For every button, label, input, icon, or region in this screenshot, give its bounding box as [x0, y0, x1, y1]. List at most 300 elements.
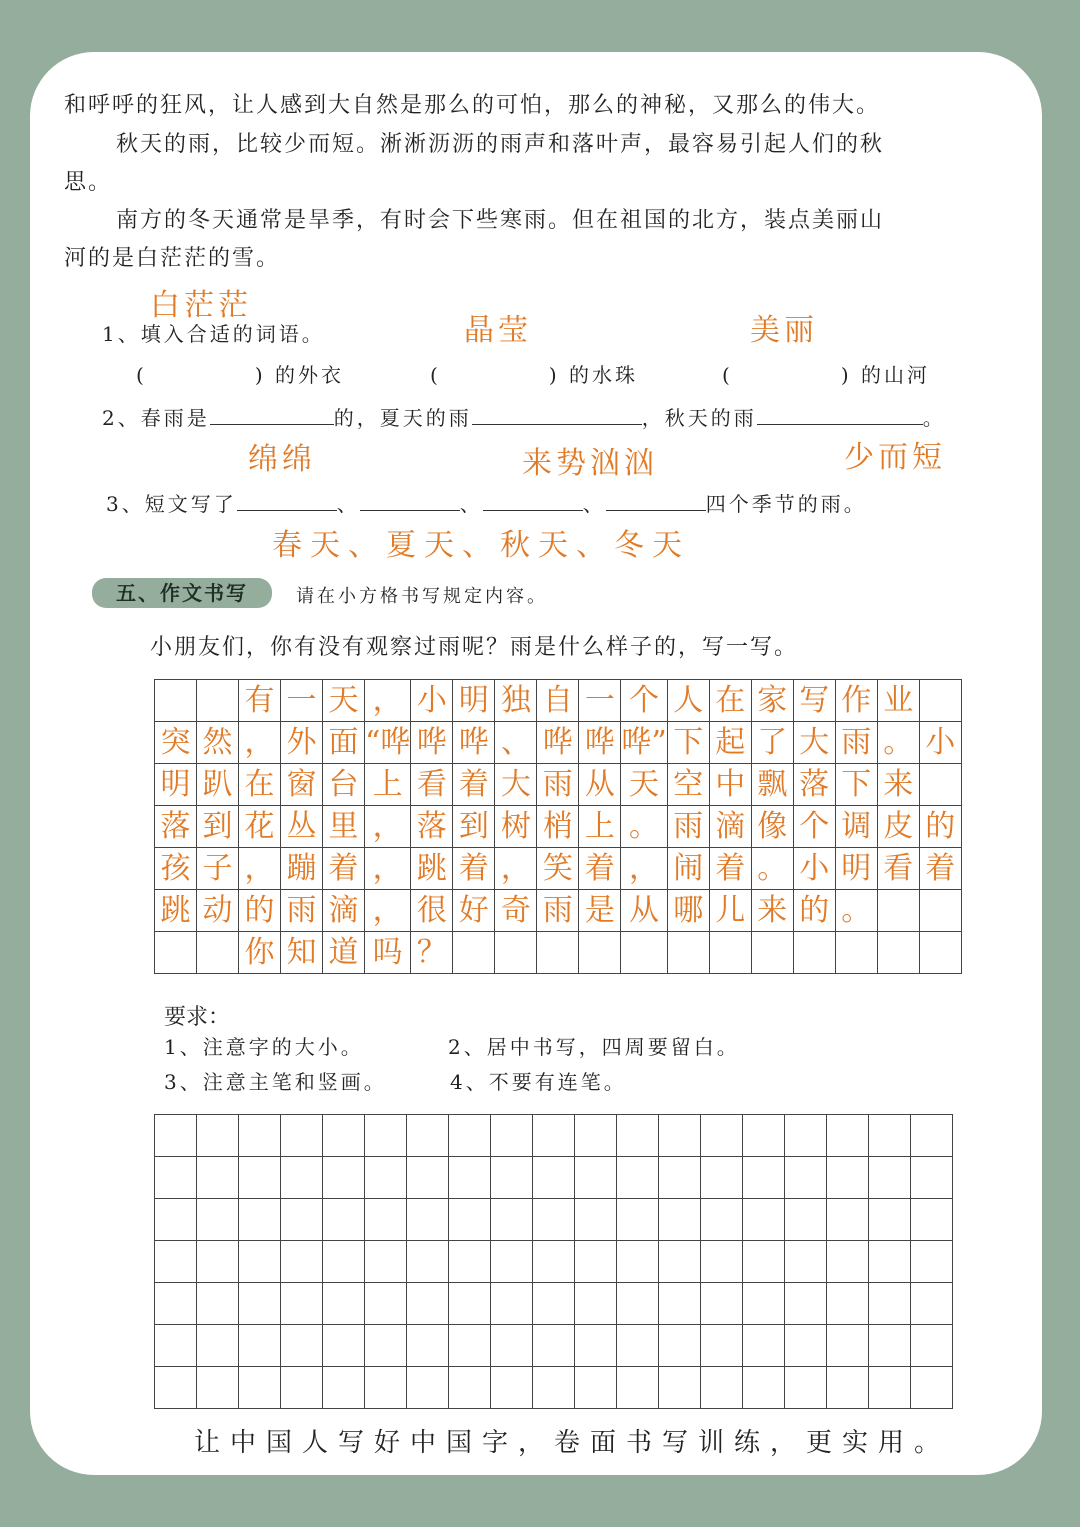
- empty-grid-cell[interactable]: [281, 1241, 323, 1283]
- passage-line-3: 思。: [64, 170, 113, 195]
- grid-cell: 雨: [281, 890, 323, 932]
- q3-sep-1: 、: [336, 492, 360, 516]
- grid-cell: 的: [919, 806, 961, 848]
- grid-cell: 着: [919, 848, 961, 890]
- q3-blank-1: [237, 492, 337, 511]
- grid-cell: 调: [835, 806, 877, 848]
- grid-cell: 着: [453, 848, 495, 890]
- grid-cell: [919, 680, 961, 722]
- empty-grid-cell[interactable]: [323, 1199, 365, 1241]
- close-paren-glyph: ): [254, 363, 266, 387]
- empty-grid-cell[interactable]: [617, 1325, 659, 1367]
- grid-cell: 很: [411, 890, 453, 932]
- empty-grid-cell[interactable]: [197, 1325, 239, 1367]
- empty-grid-cell[interactable]: [575, 1157, 617, 1199]
- empty-grid-cell[interactable]: [701, 1199, 743, 1241]
- requirement-2: 2、居中书写，四周要留白。: [448, 1035, 740, 1059]
- empty-grid-cell[interactable]: [659, 1115, 701, 1157]
- empty-grid-cell[interactable]: [449, 1199, 491, 1241]
- grid-cell: ，: [365, 848, 411, 890]
- empty-grid-cell[interactable]: [323, 1283, 365, 1325]
- grid-cell: 落: [411, 806, 453, 848]
- grid-cell: 中: [709, 764, 751, 806]
- grid-cell: 。: [877, 722, 919, 764]
- grid-cell: 来: [751, 890, 793, 932]
- q3-blank-3: [483, 492, 583, 511]
- grid-cell: 上: [579, 806, 621, 848]
- grid-cell: [155, 680, 197, 722]
- grid-cell: 着: [709, 848, 751, 890]
- grid-row: [155, 1157, 953, 1199]
- grid-cell: ，: [621, 848, 667, 890]
- empty-grid-cell[interactable]: [827, 1241, 869, 1283]
- grid-cell: 、: [495, 722, 537, 764]
- empty-grid-cell[interactable]: [365, 1115, 407, 1157]
- empty-grid-cell[interactable]: [911, 1283, 953, 1325]
- empty-grid-cell[interactable]: [365, 1283, 407, 1325]
- grid-cell: 天: [323, 680, 365, 722]
- grid-cell: 雨: [835, 722, 877, 764]
- grid-cell: 的: [239, 890, 281, 932]
- empty-grid-cell[interactable]: [659, 1241, 701, 1283]
- q2-answer-1: 绵绵: [248, 442, 316, 477]
- grid-cell: 飘: [751, 764, 793, 806]
- empty-grid-cell[interactable]: [407, 1115, 449, 1157]
- grid-cell: 在: [709, 680, 751, 722]
- grid-cell: 写: [793, 680, 835, 722]
- grid-cell: 子: [197, 848, 239, 890]
- empty-grid-cell[interactable]: [491, 1367, 533, 1409]
- section-badge: 五、作文书写: [92, 578, 272, 608]
- grid-cell: 你: [239, 932, 281, 974]
- empty-grid-cell[interactable]: [407, 1199, 449, 1241]
- close-paren-glyph: ): [548, 363, 560, 387]
- empty-grid-cell[interactable]: [449, 1157, 491, 1199]
- grid-cell: ，: [239, 848, 281, 890]
- grid-cell: [155, 932, 197, 974]
- empty-grid-cell[interactable]: [827, 1283, 869, 1325]
- grid-cell: 里: [323, 806, 365, 848]
- empty-grid-cell[interactable]: [239, 1283, 281, 1325]
- requirement-4: 4、不要有连笔。: [450, 1070, 627, 1094]
- empty-grid-cell[interactable]: [281, 1115, 323, 1157]
- empty-grid-cell[interactable]: [449, 1241, 491, 1283]
- grid-cell: 闹: [667, 848, 709, 890]
- empty-grid-cell[interactable]: [785, 1367, 827, 1409]
- grid-cell: 从: [579, 764, 621, 806]
- empty-grid-cell[interactable]: [533, 1115, 575, 1157]
- empty-grid-cell[interactable]: [659, 1157, 701, 1199]
- grid-cell: 哗”: [621, 722, 667, 764]
- grid-cell: 台: [323, 764, 365, 806]
- empty-grid-cell[interactable]: [407, 1157, 449, 1199]
- empty-grid-cell[interactable]: [659, 1283, 701, 1325]
- q1-answer-2: 晶莹: [464, 313, 532, 348]
- empty-grid-cell[interactable]: [827, 1367, 869, 1409]
- grid-cell: 个: [793, 806, 835, 848]
- empty-grid-cell[interactable]: [827, 1157, 869, 1199]
- empty-grid-cell[interactable]: [281, 1199, 323, 1241]
- empty-grid-cell[interactable]: [239, 1325, 281, 1367]
- grid-cell: 一: [579, 680, 621, 722]
- empty-grid-cell[interactable]: [575, 1115, 617, 1157]
- empty-grid-cell[interactable]: [197, 1199, 239, 1241]
- empty-grid-cell[interactable]: [701, 1283, 743, 1325]
- grid-cell: [877, 932, 919, 974]
- grid-cell: 。: [621, 806, 667, 848]
- empty-grid-cell[interactable]: [239, 1157, 281, 1199]
- empty-grid-cell[interactable]: [407, 1241, 449, 1283]
- grid-cell: 吗: [365, 932, 411, 974]
- empty-grid-cell[interactable]: [155, 1157, 197, 1199]
- empty-grid-cell[interactable]: [785, 1199, 827, 1241]
- empty-grid-cell[interactable]: [785, 1115, 827, 1157]
- empty-grid-cell[interactable]: [911, 1157, 953, 1199]
- q2-part-2: 的，夏天的雨: [333, 406, 472, 430]
- grid-cell: 下: [835, 764, 877, 806]
- empty-grid-cell[interactable]: [911, 1115, 953, 1157]
- empty-grid-cell[interactable]: [827, 1325, 869, 1367]
- grid-cell: 是: [579, 890, 621, 932]
- grid-cell: 家: [751, 680, 793, 722]
- grid-cell: 一: [281, 680, 323, 722]
- close-paren-glyph: ): [840, 363, 852, 387]
- empty-grid-cell[interactable]: [617, 1157, 659, 1199]
- empty-grid-cell[interactable]: [533, 1199, 575, 1241]
- grid-cell: 窗: [281, 764, 323, 806]
- grid-row: [155, 680, 962, 722]
- empty-grid-cell[interactable]: [533, 1367, 575, 1409]
- empty-grid-cell[interactable]: [281, 1283, 323, 1325]
- empty-grid-cell[interactable]: [617, 1115, 659, 1157]
- q2-answer-3: 少而短: [844, 440, 946, 475]
- grid-cell: 滴: [323, 890, 365, 932]
- grid-cell: 雨: [667, 806, 709, 848]
- grid-cell: 独: [495, 680, 537, 722]
- grid-cell: [495, 932, 537, 974]
- q1-blank-1: [136, 359, 344, 388]
- empty-grid-cell[interactable]: [743, 1283, 785, 1325]
- empty-grid-cell[interactable]: [617, 1283, 659, 1325]
- grid-cell: [709, 932, 751, 974]
- grid-cell: 树: [495, 806, 537, 848]
- empty-grid-cell[interactable]: [365, 1325, 407, 1367]
- grid-cell: 着: [323, 848, 365, 890]
- q1-answer-3: 美丽: [750, 313, 818, 348]
- empty-grid-cell[interactable]: [365, 1241, 407, 1283]
- grid-cell: 明: [155, 764, 197, 806]
- grid-cell: [751, 932, 793, 974]
- grid-row: [155, 932, 962, 974]
- grid-cell: 业: [877, 680, 919, 722]
- empty-grid-cell[interactable]: [575, 1367, 617, 1409]
- empty-grid-cell[interactable]: [239, 1367, 281, 1409]
- empty-grid-cell[interactable]: [281, 1325, 323, 1367]
- grid-cell: 天: [621, 764, 667, 806]
- grid-row: [155, 1325, 953, 1367]
- empty-grid-cell[interactable]: [743, 1199, 785, 1241]
- footer-slogan: 让中国人写好中国字，卷面书写训练，更实用。: [194, 1428, 951, 1458]
- passage-line-4: 南方的冬天通常是旱季，有时会下些寒雨。但在祖国的北方，装点美丽山: [116, 208, 885, 233]
- grid-row: [155, 764, 962, 806]
- grid-cell: 笑: [537, 848, 579, 890]
- writing-prompt: 小朋友们，你有没有观察过雨呢？雨是什么样子的，写一写。: [150, 635, 799, 660]
- grid-cell: 有: [239, 680, 281, 722]
- grid-row: [155, 1199, 953, 1241]
- grid-cell: 看: [411, 764, 453, 806]
- empty-grid-cell[interactable]: [701, 1241, 743, 1283]
- empty-grid-cell[interactable]: [701, 1367, 743, 1409]
- grid-cell: 好: [453, 890, 495, 932]
- grid-cell: ，: [239, 722, 281, 764]
- grid-cell: 花: [239, 806, 281, 848]
- grid-cell: [919, 890, 961, 932]
- grid-cell: 空: [667, 764, 709, 806]
- empty-grid-cell[interactable]: [491, 1325, 533, 1367]
- empty-grid-cell[interactable]: [743, 1115, 785, 1157]
- empty-grid-cell[interactable]: [659, 1325, 701, 1367]
- grid-row: [155, 1283, 953, 1325]
- grid-cell: 着: [579, 848, 621, 890]
- empty-grid-cell[interactable]: [743, 1367, 785, 1409]
- grid-cell: 道: [323, 932, 365, 974]
- empty-grid-cell[interactable]: [197, 1157, 239, 1199]
- grid-cell: 哪: [667, 890, 709, 932]
- empty-grid-cell[interactable]: [491, 1283, 533, 1325]
- empty-grid-cell[interactable]: [743, 1325, 785, 1367]
- empty-grid-cell[interactable]: [869, 1115, 911, 1157]
- q2-part-1: 2、春雨是: [102, 406, 210, 430]
- empty-grid-cell[interactable]: [659, 1199, 701, 1241]
- empty-grid-cell[interactable]: [785, 1241, 827, 1283]
- open-paren-glyph: (: [430, 363, 441, 387]
- grid-cell: [197, 932, 239, 974]
- empty-grid-cell[interactable]: [197, 1367, 239, 1409]
- grid-cell: [835, 932, 877, 974]
- empty-grid-cell[interactable]: [743, 1241, 785, 1283]
- empty-grid-cell[interactable]: [617, 1241, 659, 1283]
- grid-cell: 明: [835, 848, 877, 890]
- grid-cell: ，: [365, 680, 411, 722]
- empty-grid-cell[interactable]: [869, 1157, 911, 1199]
- q1-blank-2: [430, 359, 638, 388]
- empty-grid-cell[interactable]: [155, 1241, 197, 1283]
- empty-grid-cell[interactable]: [575, 1241, 617, 1283]
- requirement-1: 1、注意字的大小。: [164, 1035, 364, 1059]
- q2-part-4: 。: [922, 406, 946, 430]
- empty-grid-cell[interactable]: [575, 1325, 617, 1367]
- q2-part-3: ，秋天的雨: [641, 406, 757, 430]
- empty-grid-cell[interactable]: [365, 1199, 407, 1241]
- grid-cell: ？: [411, 932, 453, 974]
- grid-cell: [877, 890, 919, 932]
- q1-label: 1、填入合适的词语。: [102, 322, 325, 346]
- q2-blank-2: [472, 406, 642, 425]
- empty-grid-cell[interactable]: [869, 1283, 911, 1325]
- empty-grid-cell[interactable]: [827, 1199, 869, 1241]
- worksheet-page: [30, 52, 1042, 1475]
- empty-grid-cell[interactable]: [533, 1241, 575, 1283]
- empty-grid-cell[interactable]: [449, 1325, 491, 1367]
- grid-row: [155, 1115, 953, 1157]
- empty-grid-cell[interactable]: [155, 1325, 197, 1367]
- empty-grid-cell[interactable]: [911, 1325, 953, 1367]
- grid-row: [155, 848, 962, 890]
- grid-cell: 然: [197, 722, 239, 764]
- empty-grid-cell[interactable]: [407, 1325, 449, 1367]
- q2-answer-2: 来势汹汹: [522, 446, 658, 481]
- empty-grid-cell[interactable]: [785, 1157, 827, 1199]
- grid-cell: ，: [365, 806, 411, 848]
- composition-grid-empty[interactable]: [154, 1114, 953, 1409]
- grid-row: [155, 806, 962, 848]
- empty-grid-cell[interactable]: [491, 1157, 533, 1199]
- grid-cell: ，: [495, 848, 537, 890]
- open-paren-glyph: (: [722, 363, 733, 387]
- grid-cell: 到: [197, 806, 239, 848]
- empty-grid-cell[interactable]: [281, 1367, 323, 1409]
- empty-grid-cell[interactable]: [407, 1283, 449, 1325]
- empty-grid-cell[interactable]: [323, 1241, 365, 1283]
- grid-cell: 孩: [155, 848, 197, 890]
- empty-grid-cell[interactable]: [533, 1325, 575, 1367]
- q1-blank-2-text: 的水珠: [568, 363, 638, 387]
- empty-grid-cell[interactable]: [407, 1367, 449, 1409]
- grid-cell: ，: [365, 890, 411, 932]
- empty-grid-cell[interactable]: [785, 1325, 827, 1367]
- q3-blank-2: [360, 492, 460, 511]
- q3-sep-3: 、: [582, 492, 606, 516]
- passage-line-2: 秋天的雨，比较少而短。淅淅沥沥的雨声和落叶声，最容易引起人们的秋: [116, 132, 885, 157]
- empty-grid-cell[interactable]: [239, 1115, 281, 1157]
- empty-grid-cell[interactable]: [197, 1115, 239, 1157]
- empty-grid-cell[interactable]: [197, 1241, 239, 1283]
- grid-cell: 知: [281, 932, 323, 974]
- empty-grid-cell[interactable]: [155, 1367, 197, 1409]
- grid-cell: 了: [751, 722, 793, 764]
- empty-grid-cell[interactable]: [827, 1115, 869, 1157]
- empty-grid-cell[interactable]: [323, 1367, 365, 1409]
- empty-grid-cell[interactable]: [869, 1325, 911, 1367]
- passage-line-5: 河的是白茫茫的雪。: [64, 246, 281, 271]
- grid-cell: 明: [453, 680, 495, 722]
- grid-cell: 皮: [877, 806, 919, 848]
- empty-grid-cell[interactable]: [155, 1199, 197, 1241]
- grid-cell: [537, 932, 579, 974]
- empty-grid-cell[interactable]: [533, 1283, 575, 1325]
- empty-grid-cell[interactable]: [743, 1157, 785, 1199]
- empty-grid-cell[interactable]: [323, 1115, 365, 1157]
- grid-cell: 。: [751, 848, 793, 890]
- empty-grid-cell[interactable]: [365, 1367, 407, 1409]
- q1-blank-3: [722, 359, 930, 388]
- q3-line: [106, 488, 867, 517]
- empty-grid-cell[interactable]: [617, 1199, 659, 1241]
- empty-grid-cell[interactable]: [239, 1199, 281, 1241]
- grid-cell: [197, 680, 239, 722]
- empty-grid-cell[interactable]: [449, 1283, 491, 1325]
- q2-blank-3: [757, 406, 923, 425]
- grid-cell: 儿: [709, 890, 751, 932]
- grid-cell: 哗: [537, 722, 579, 764]
- empty-grid-cell[interactable]: [491, 1241, 533, 1283]
- requirement-3: 3、注意主笔和竖画。: [164, 1070, 387, 1094]
- q2-line: [102, 402, 946, 431]
- grid-cell: 落: [155, 806, 197, 848]
- empty-grid-cell[interactable]: [155, 1115, 197, 1157]
- grid-cell: [919, 764, 961, 806]
- q3-answer: 春天、夏天、秋天、冬天: [272, 528, 690, 563]
- grid-cell: 着: [453, 764, 495, 806]
- open-paren-glyph: (: [136, 363, 147, 387]
- grid-row: [155, 890, 962, 932]
- grid-cell: 雨: [537, 764, 579, 806]
- empty-grid-cell[interactable]: [911, 1199, 953, 1241]
- grid-cell: 哗: [579, 722, 621, 764]
- empty-grid-cell[interactable]: [575, 1199, 617, 1241]
- grid-cell: 个: [621, 680, 667, 722]
- empty-grid-cell[interactable]: [701, 1115, 743, 1157]
- grid-cell: 下: [667, 722, 709, 764]
- grid-cell: 面: [323, 722, 365, 764]
- empty-grid-cell[interactable]: [449, 1367, 491, 1409]
- q2-blank-1: [210, 406, 334, 425]
- q3-part-2: 四个季节的雨。: [705, 492, 867, 516]
- empty-grid-cell[interactable]: [869, 1367, 911, 1409]
- empty-grid-cell[interactable]: [155, 1283, 197, 1325]
- grid-cell: 小: [793, 848, 835, 890]
- empty-grid-cell[interactable]: [491, 1115, 533, 1157]
- empty-grid-cell[interactable]: [491, 1199, 533, 1241]
- empty-grid-cell[interactable]: [323, 1157, 365, 1199]
- empty-grid-cell[interactable]: [239, 1241, 281, 1283]
- empty-grid-cell[interactable]: [701, 1157, 743, 1199]
- empty-grid-cell[interactable]: [785, 1283, 827, 1325]
- empty-grid-cell[interactable]: [365, 1157, 407, 1199]
- grid-cell: 趴: [197, 764, 239, 806]
- empty-grid-cell[interactable]: [659, 1367, 701, 1409]
- empty-grid-cell[interactable]: [869, 1241, 911, 1283]
- empty-grid-cell[interactable]: [323, 1325, 365, 1367]
- empty-grid-cell[interactable]: [449, 1115, 491, 1157]
- passage-line-1: 和呼呼的狂风，让人感到大自然是那么的可怕，那么的神秘，又那么的伟大。: [64, 93, 881, 118]
- grid-cell: 在: [239, 764, 281, 806]
- grid-cell: 看: [877, 848, 919, 890]
- grid-row: [155, 1241, 953, 1283]
- empty-grid-cell[interactable]: [701, 1325, 743, 1367]
- grid-cell: 上: [365, 764, 411, 806]
- q1-blank-1-text: 的外衣: [274, 363, 344, 387]
- empty-grid-cell[interactable]: [617, 1367, 659, 1409]
- grid-cell: 丛: [281, 806, 323, 848]
- empty-grid-cell[interactable]: [197, 1283, 239, 1325]
- grid-cell: “哗: [365, 722, 411, 764]
- grid-cell: 哗: [453, 722, 495, 764]
- grid-cell: 像: [751, 806, 793, 848]
- empty-grid-cell[interactable]: [911, 1367, 953, 1409]
- empty-grid-cell[interactable]: [869, 1199, 911, 1241]
- q3-blank-4: [606, 492, 706, 511]
- requirements-title: 要求：: [164, 1005, 231, 1030]
- empty-grid-cell[interactable]: [281, 1157, 323, 1199]
- grid-cell: [621, 932, 667, 974]
- empty-grid-cell[interactable]: [911, 1241, 953, 1283]
- q1-answer-1: 白茫茫: [150, 288, 252, 323]
- grid-cell: 突: [155, 722, 197, 764]
- empty-grid-cell[interactable]: [533, 1157, 575, 1199]
- empty-grid-cell[interactable]: [575, 1283, 617, 1325]
- grid-cell: [793, 932, 835, 974]
